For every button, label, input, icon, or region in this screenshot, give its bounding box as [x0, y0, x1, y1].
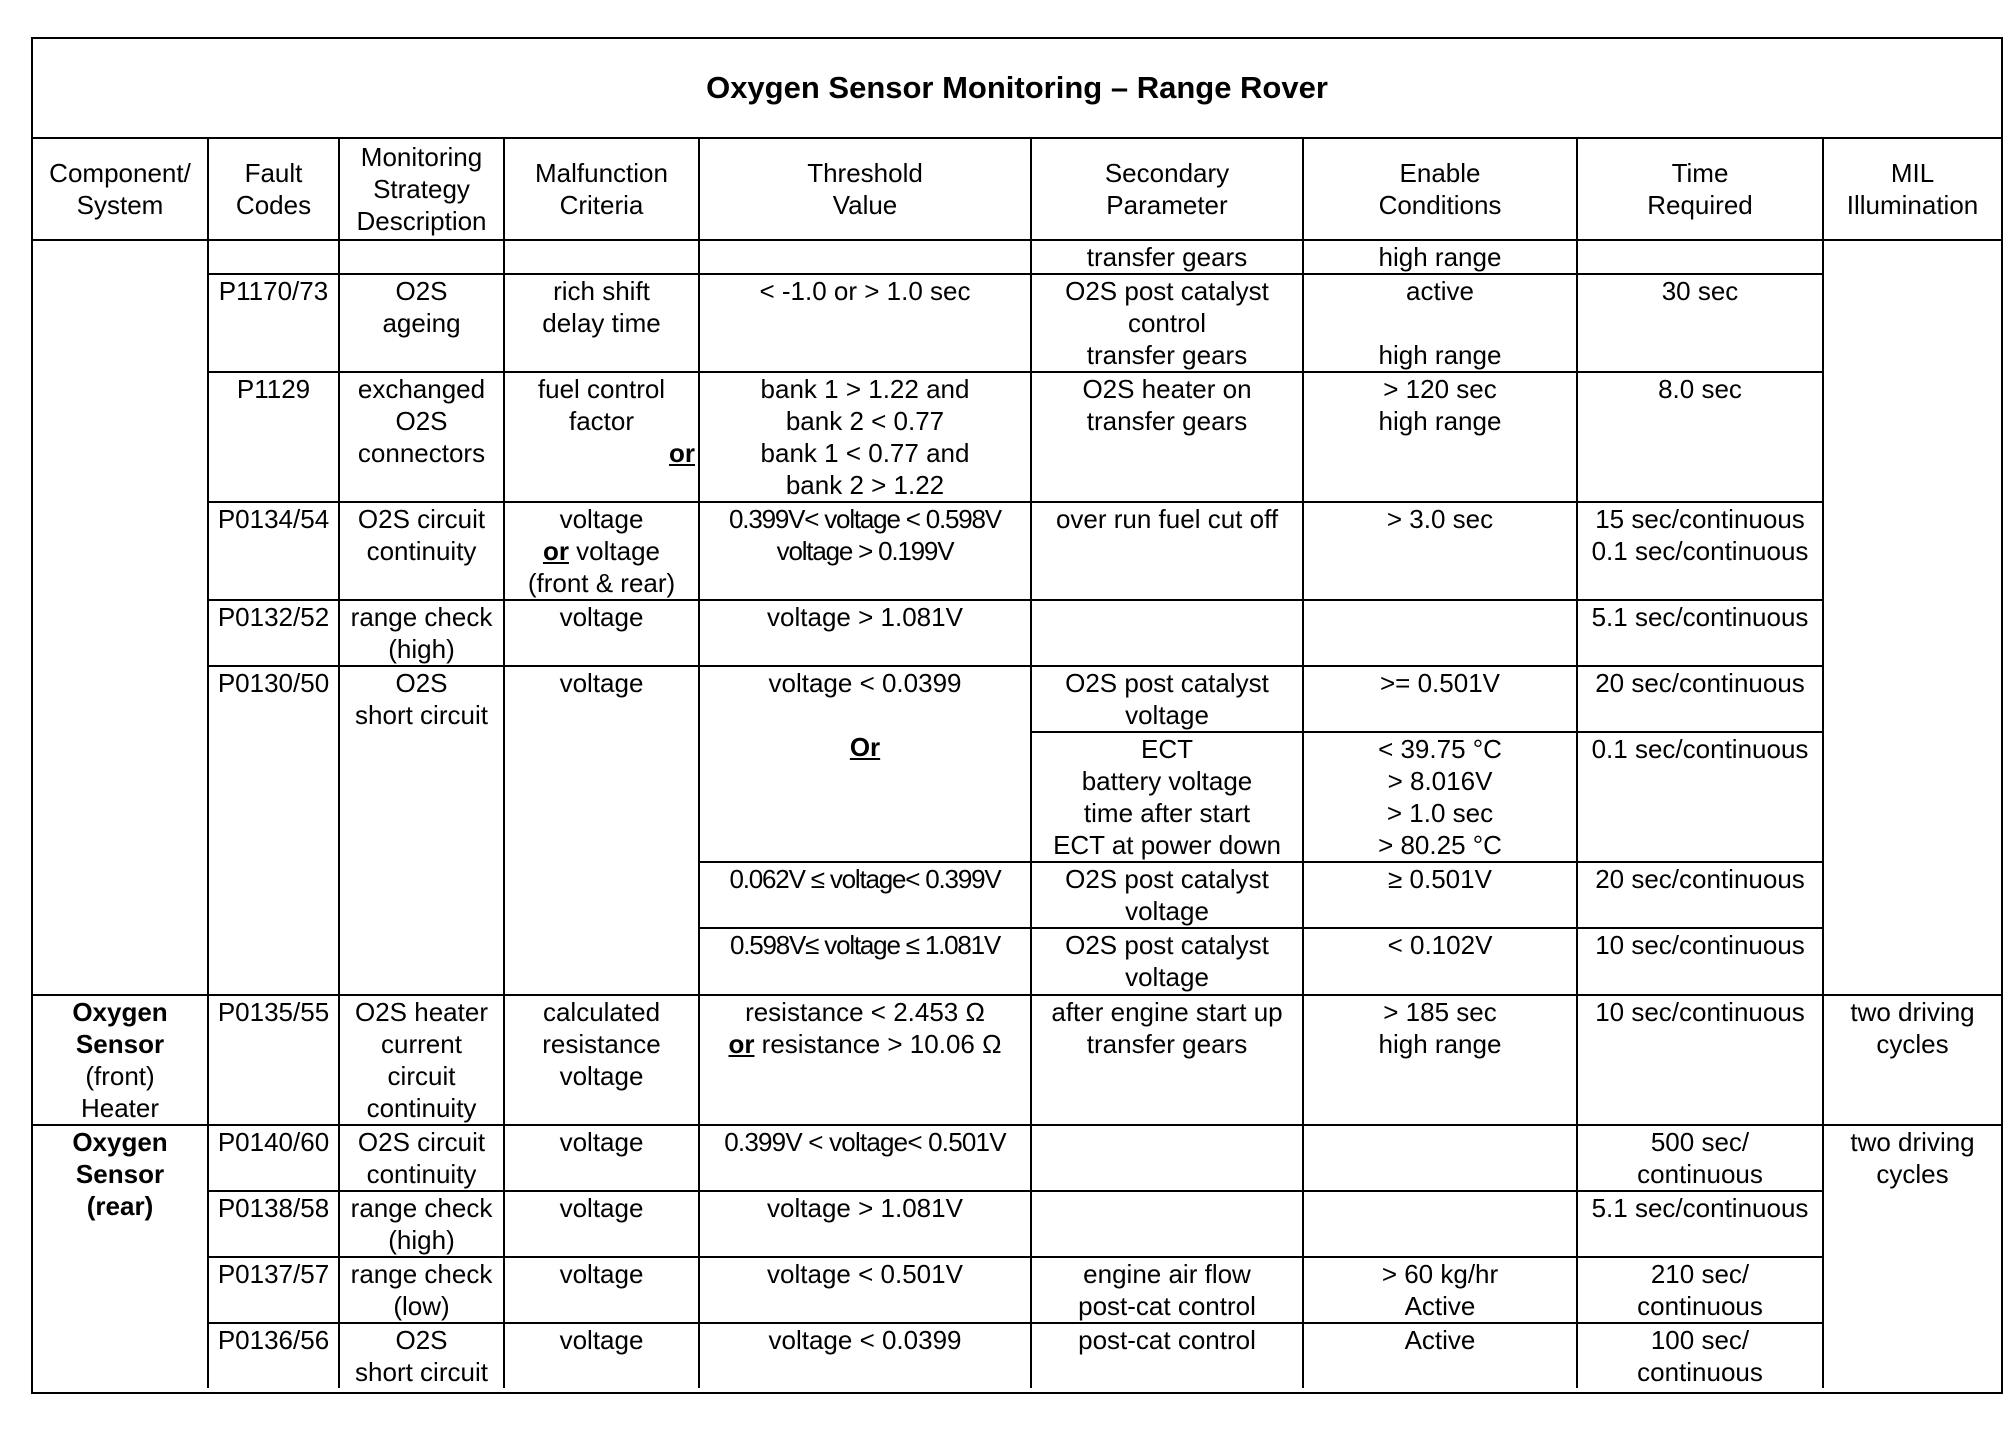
- page-title: Oxygen Sensor Monitoring – Range Rover: [33, 39, 2001, 139]
- time-cell: 5.1 sec/continuous: [1577, 1191, 1823, 1257]
- enable-cell: < 39.75 °C > 8.016V > 1.0 sec > 80.25 °C: [1303, 732, 1577, 862]
- enable-cell: > 120 sec high range: [1303, 372, 1577, 502]
- secondary-cell: [1031, 600, 1303, 666]
- secondary-cell: over run fuel cut off: [1031, 502, 1303, 600]
- table-row: [33, 274, 2001, 372]
- table-row: [33, 1191, 2001, 1257]
- enable-cell: active high range: [1303, 274, 1577, 372]
- header-malfunction: Malfunction Criteria: [504, 139, 699, 240]
- header-threshold: Threshold Value: [699, 139, 1031, 240]
- criteria-cell: voltage: [504, 666, 699, 995]
- strategy-cell: O2S short circuit: [339, 666, 504, 995]
- table-row: [33, 600, 2001, 666]
- secondary-cell: engine air flow post-cat control: [1031, 1257, 1303, 1323]
- threshold-cell: < -1.0 or > 1.0 sec: [699, 274, 1031, 372]
- header-time: Time Required: [1577, 139, 1823, 240]
- fault-code-cell: P0140/60: [208, 1125, 339, 1191]
- time-cell: 30 sec: [1577, 274, 1823, 372]
- time-cell: [1577, 240, 1823, 274]
- system-cell-front-heater: Oxygen Sensor (front) Heater: [33, 995, 208, 1125]
- criteria-cell: voltage: [504, 600, 699, 666]
- enable-cell: [1303, 1125, 1577, 1191]
- fault-code-cell: P1129: [208, 372, 339, 502]
- fault-code-cell: P0136/56: [208, 1323, 339, 1388]
- time-cell: 10 sec/continuous: [1577, 928, 1823, 994]
- criteria-cell: voltage: [504, 1257, 699, 1323]
- threshold-cell: [699, 240, 1031, 274]
- threshold-cell: 0.598V≤ voltage ≤ 1.081V: [699, 928, 1031, 994]
- enable-cell: > 60 kg/hr Active: [1303, 1257, 1577, 1323]
- secondary-cell: O2S post catalyst voltage: [1031, 666, 1303, 732]
- time-cell: 15 sec/continuous 0.1 sec/continuous: [1577, 502, 1823, 600]
- fault-code-cell: [208, 240, 339, 274]
- mil-cell: two driving cycles: [1823, 1125, 2001, 1388]
- time-cell: 100 sec/ continuous: [1577, 1323, 1823, 1388]
- fault-code-cell: P1170/73: [208, 274, 339, 372]
- threshold-cell: voltage < 0.0399: [699, 1323, 1031, 1388]
- secondary-cell: [1031, 1125, 1303, 1191]
- strategy-cell: [339, 240, 504, 274]
- enable-cell: Active: [1303, 1323, 1577, 1388]
- enable-cell: ≥ 0.501V: [1303, 862, 1577, 928]
- fault-code-cell: P0135/55: [208, 995, 339, 1125]
- secondary-cell: transfer gears: [1031, 240, 1303, 274]
- threshold-cell: resistance < 2.453 Ω or resistance > 10.06 Ω: [699, 995, 1031, 1125]
- criteria-cell: voltage: [504, 1125, 699, 1191]
- criteria-cell: rich shift delay time: [504, 274, 699, 372]
- header-mil: MIL Illumination: [1823, 139, 2001, 240]
- strategy-cell: O2S circuit continuity: [339, 502, 504, 600]
- secondary-cell: O2S post catalyst control transfer gears: [1031, 274, 1303, 372]
- criteria-cell: fuel control factor or: [504, 372, 699, 502]
- threshold-cell: 0.399V < voltage< 0.501V: [699, 1125, 1031, 1191]
- time-cell: 10 sec/continuous: [1577, 995, 1823, 1125]
- secondary-cell: after engine start up transfer gears: [1031, 995, 1303, 1125]
- strategy-cell: O2S short circuit: [339, 1323, 504, 1388]
- fault-code-cell: P0130/50: [208, 666, 339, 995]
- secondary-cell: post-cat control: [1031, 1323, 1303, 1388]
- enable-cell: [1303, 1191, 1577, 1257]
- o2-sensor-monitoring-table: [33, 139, 2001, 1388]
- header-secondary: Secondary Parameter: [1031, 139, 1303, 240]
- time-cell: 20 sec/continuous: [1577, 862, 1823, 928]
- header-fault-codes: Fault Codes: [208, 139, 339, 240]
- secondary-cell: [1031, 1191, 1303, 1257]
- table-row: [33, 666, 2001, 732]
- criteria-cell: voltage: [504, 1191, 699, 1257]
- table-row: [33, 1323, 2001, 1388]
- table-row: [33, 1257, 2001, 1323]
- enable-cell: < 0.102V: [1303, 928, 1577, 994]
- strategy-cell: O2S ageing: [339, 274, 504, 372]
- enable-cell: >= 0.501V: [1303, 666, 1577, 732]
- header-component: Component/ System: [33, 139, 208, 240]
- time-cell: 5.1 sec/continuous: [1577, 600, 1823, 666]
- header-row: [33, 139, 2001, 240]
- table-row: [33, 995, 2001, 1125]
- mil-cell-blank: [1823, 240, 2001, 995]
- secondary-cell: O2S post catalyst voltage: [1031, 928, 1303, 994]
- secondary-cell: O2S post catalyst voltage: [1031, 862, 1303, 928]
- secondary-cell: O2S heater on transfer gears: [1031, 372, 1303, 502]
- table-row: [33, 240, 2001, 274]
- threshold-cell: 0.062V ≤ voltage< 0.399V: [699, 862, 1031, 928]
- time-cell: 0.1 sec/continuous: [1577, 732, 1823, 862]
- strategy-cell: range check (high): [339, 600, 504, 666]
- strategy-cell: range check (high): [339, 1191, 504, 1257]
- threshold-cell: voltage > 1.081V: [699, 600, 1031, 666]
- fault-code-cell: P0137/57: [208, 1257, 339, 1323]
- enable-cell: > 3.0 sec: [1303, 502, 1577, 600]
- strategy-cell: exchanged O2S connectors: [339, 372, 504, 502]
- table-row: [33, 372, 2001, 502]
- threshold-cell: 0.399V< voltage < 0.598V voltage > 0.199V: [699, 502, 1031, 600]
- threshold-cell: bank 1 > 1.22 and bank 2 < 0.77 bank 1 < 0.77 and bank 2 > 1.22: [699, 372, 1031, 502]
- time-cell: 210 sec/ continuous: [1577, 1257, 1823, 1323]
- threshold-cell: voltage < 0.501V: [699, 1257, 1031, 1323]
- criteria-cell: voltage or voltage (front & rear): [504, 502, 699, 600]
- fault-code-cell: P0134/54: [208, 502, 339, 600]
- time-cell: 8.0 sec: [1577, 372, 1823, 502]
- system-cell-blank: [33, 240, 208, 995]
- time-cell: 20 sec/continuous: [1577, 666, 1823, 732]
- time-cell: 500 sec/ continuous: [1577, 1125, 1823, 1191]
- table-row: [33, 502, 2001, 600]
- table-row: [33, 1125, 2001, 1191]
- strategy-cell: range check (low): [339, 1257, 504, 1323]
- mil-cell: two driving cycles: [1823, 995, 2001, 1125]
- enable-cell: high range: [1303, 240, 1577, 274]
- strategy-cell: O2S heater current circuit continuity: [339, 995, 504, 1125]
- header-strategy: Monitoring Strategy Description: [339, 139, 504, 240]
- fault-code-cell: P0132/52: [208, 600, 339, 666]
- threshold-cell: voltage > 1.081V: [699, 1191, 1031, 1257]
- criteria-cell: calculated resistance voltage: [504, 995, 699, 1125]
- enable-cell: [1303, 600, 1577, 666]
- system-cell-rear: Oxygen Sensor (rear): [33, 1125, 208, 1388]
- secondary-cell: ECT battery voltage time after start ECT at power down: [1031, 732, 1303, 862]
- criteria-cell: [504, 240, 699, 274]
- threshold-cell: voltage < 0.0399 Or: [699, 666, 1031, 862]
- strategy-cell: O2S circuit continuity: [339, 1125, 504, 1191]
- header-enable: Enable Conditions: [1303, 139, 1577, 240]
- enable-cell: > 185 sec high range: [1303, 995, 1577, 1125]
- fault-code-cell: P0138/58: [208, 1191, 339, 1257]
- document-page: [31, 37, 2003, 1394]
- criteria-cell: voltage: [504, 1323, 699, 1388]
